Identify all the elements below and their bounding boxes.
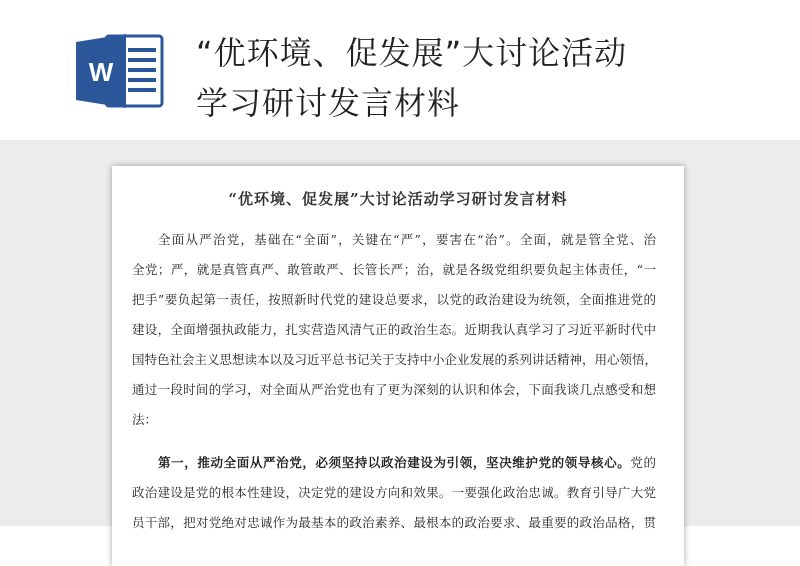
body-line: 把手”要负起第一责任，按照新时代党的建设总要求，以党的政治建设为统领，全面推进党的 [132,292,656,307]
para-heading: 第一，推动全面从严治党，必须坚持以政治建设为引领，坚决维护党的领导核心。 [158,455,631,470]
body-line: 政治建设是党的根本性建设，决定党的建设方向和效果。一要强化政治忠诚。教育引导广大党 [132,485,656,500]
header [0,0,800,140]
body-line: 国特色社会主义思想读本以及习近平总书记关于支持中小企业发展的系列讲话精神，用心领悟， [132,352,658,367]
body-line: 员干部，把对党绝对忠诚作为最基本的政治素养、最根本的政治要求、最重要的政治品格，贯 [132,515,656,530]
header-title-line-1: “优环境、促发展”大讨论活动 [196,34,628,72]
body-line: 法： [132,412,158,427]
body-line: 全党；严，就是真管真严、敢管敢严、长管长严；治，就是各级党组织要负起主体责任，“一 [132,262,656,277]
para-text: 党的 [630,455,656,470]
body-line: 全面从严治党，基础在“全面”，关键在“严”，要害在“治”。全面，就是管全党、治 [158,232,656,247]
body-line: 通过一段时间的学习，对全面从严治党也有了更为深刻的认识和体会，下面我谈几点感受和想 [132,382,656,397]
document-page [112,166,684,566]
word-document-icon [76,32,164,110]
header-title-line-2: 学习研讨发言材料 [196,84,461,122]
body-line-heading [158,453,656,471]
body-line: 建设，全面增强执政能力，扎实营造风清气正的政治生态。近期我认真学习了习近平新时代中 [132,322,656,337]
svg-text:W: W [88,57,114,87]
header-title [196,28,736,128]
document-title: “优环境、促发展”大讨论活动学习研讨发言材料 [228,190,568,208]
